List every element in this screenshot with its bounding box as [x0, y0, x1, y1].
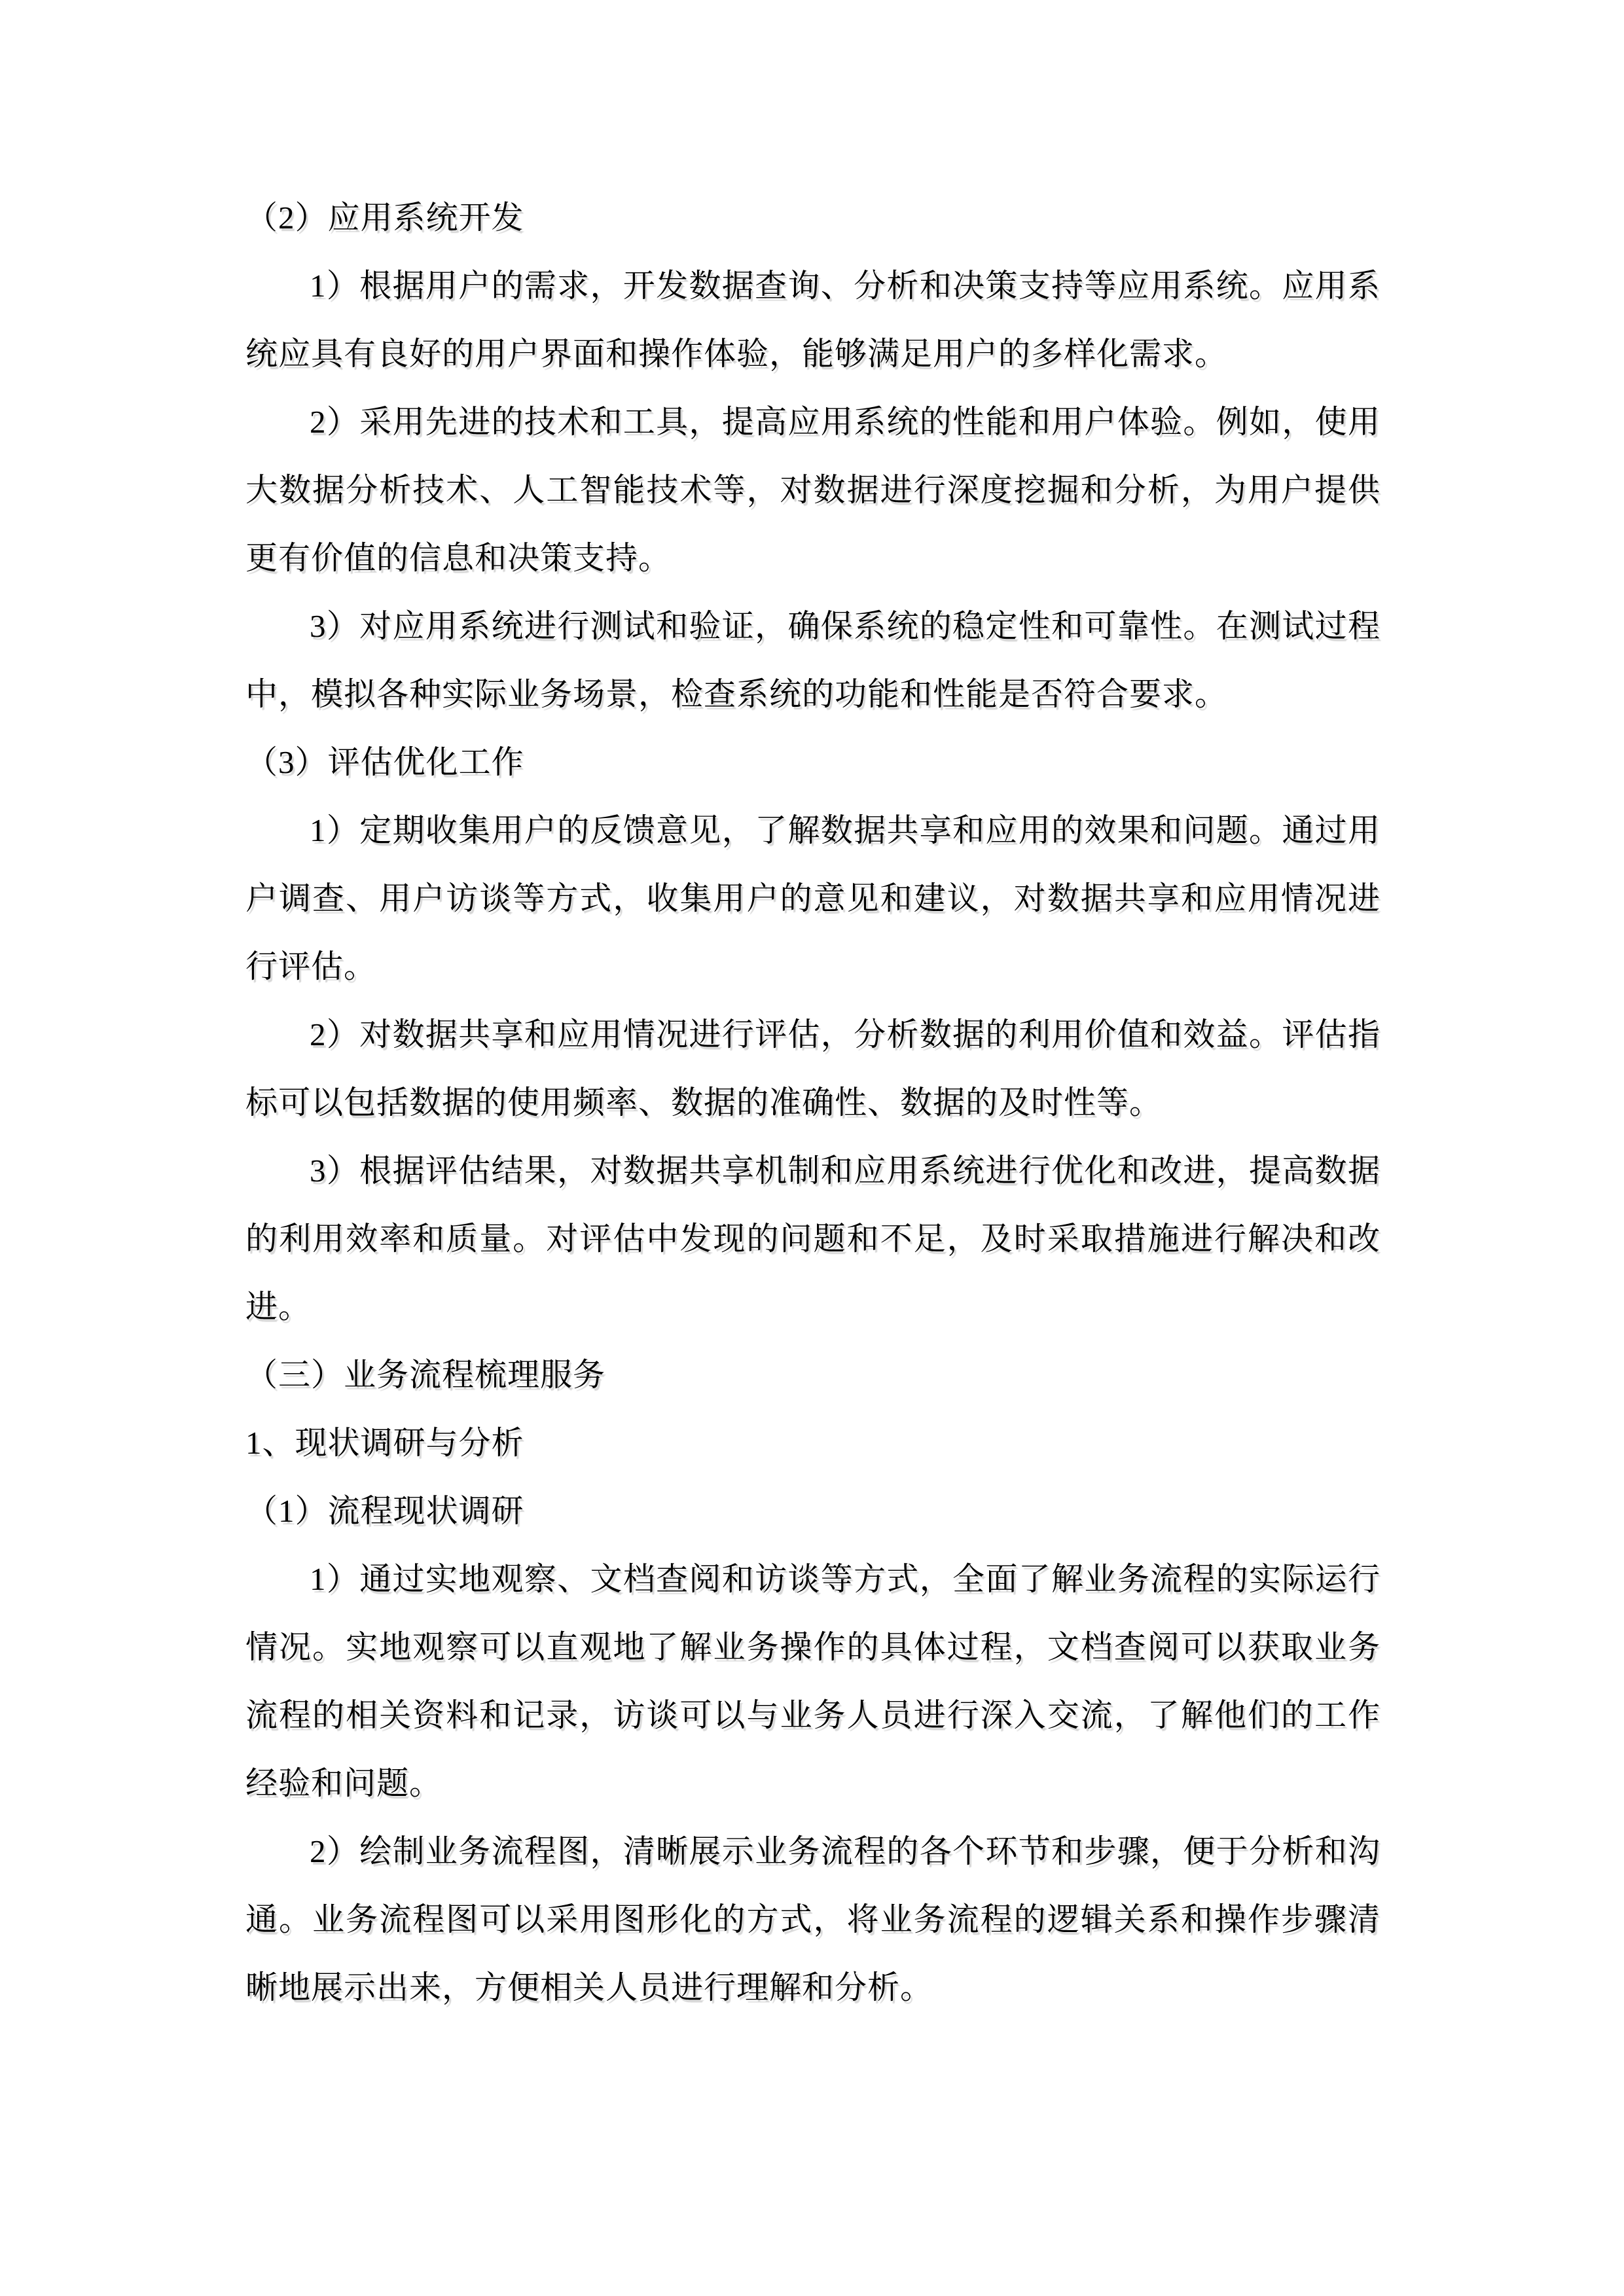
body-paragraph: 1）根据用户的需求，开发数据查询、分析和决策支持等应用系统。应用系统应具有良好的用户界面和操作体验，能够满足用户的多样化需求。: [245, 268, 1380, 372]
numbered-heading-status-research: 1、现状调研与分析: [245, 1425, 524, 1461]
body-paragraph: 3）根据评估结果，对数据共享机制和应用系统进行优化和改进，提高数据的利用效率和质量。对评估中发现的问题和不足，及时采取措施进行解决和改进。: [245, 1153, 1380, 1325]
body-paragraph: 2）对数据共享和应用情况进行评估，分析数据的利用价值和效益。评估指标可以包括数据的使用频率、数据的准确性、数据的及时性等。: [245, 1016, 1380, 1121]
subsection-heading-eval-optimize: （3）评估优化工作: [245, 744, 524, 780]
body-paragraph: 1）定期收集用户的反馈意见，了解数据共享和应用的效果和问题。通过用户调查、用户访谈等方式，收集用户的意见和建议，对数据共享和应用情况进行评估。: [245, 812, 1380, 984]
body-paragraph: 2）采用先进的技术和工具，提高应用系统的性能和用户体验。例如，使用大数据分析技术、人工智能技术等，对数据进行深度挖掘和分析，为用户提供更有价值的信息和决策支持。: [245, 404, 1380, 576]
section-heading-business-process: （三）业务流程梳理服务: [245, 1357, 606, 1393]
body-paragraph: 3）对应用系统进行测试和验证，确保系统的稳定性和可靠性。在测试过程中，模拟各种实际业务场景，检查系统的功能和性能是否符合要求。: [245, 608, 1380, 712]
body-paragraph: 1）通过实地观察、文档查阅和访谈等方式，全面了解业务流程的实际运行情况。实地观察可以直观地了解业务操作的具体过程，文档查阅可以获取业务流程的相关资料和记录，访谈可以与业务人员进行深入交流，了解他们的工作经验和问题。: [245, 1561, 1380, 1801]
body-paragraph: 2）绘制业务流程图，清晰展示业务流程的各个环节和步骤，便于分析和沟通。业务流程图可以采用图形化的方式，将业务流程的逻辑关系和操作步骤清晰地展示出来，方便相关人员进行理解和分析。: [245, 1833, 1380, 2005]
subsection-heading-process-survey: （1）流程现状调研: [245, 1493, 524, 1529]
subsection-heading-app-system-dev: （2）应用系统开发: [245, 200, 524, 236]
